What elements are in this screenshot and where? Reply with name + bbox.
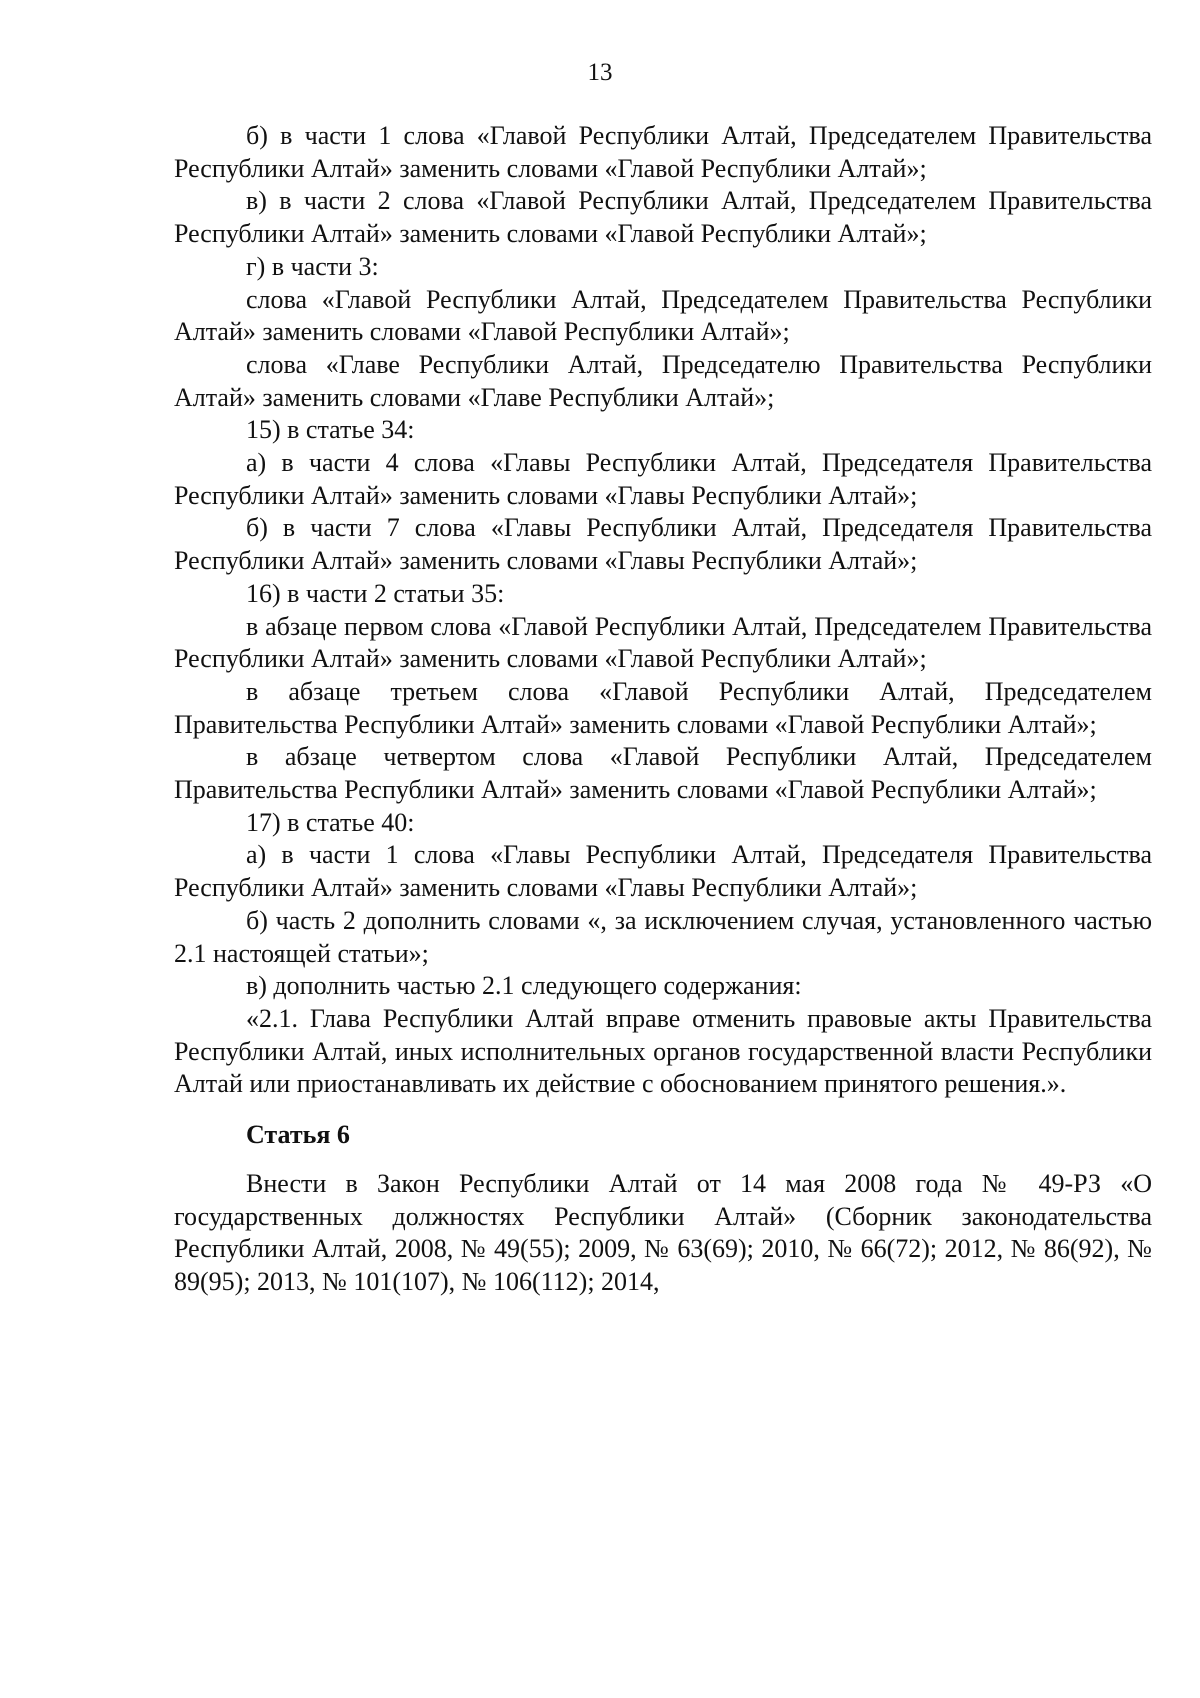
paragraph: в) в части 2 слова «Главой Республики Алтай, Председателем Правительства Республики Алтай» заменить словами «Главой Республики Алтай»;: [174, 186, 1152, 249]
paragraph: 17) в статье 40:: [246, 807, 415, 837]
paragraph: слова «Главе Республики Алтай, Председателю Правительства Республики Алтай» заменить словами «Главе Республики Алтай»;: [174, 349, 1152, 412]
document-body: [174, 120, 1152, 1299]
paragraph: б) в части 7 слова «Главы Республики Алтай, Председателя Правительства Республики Алтай» заменить словами «Главы Республики Алтай»;: [174, 513, 1152, 576]
article-heading: Статья 6: [246, 1120, 350, 1150]
paragraph: а) в части 1 слова «Главы Республики Алтай, Председателя Правительства Республики Алтай» заменить словами «Главы Республики Алтай»;: [174, 840, 1152, 903]
paragraph: в) дополнить частью 2.1 следующего содержания:: [246, 971, 802, 1001]
paragraph: б) часть 2 дополнить словами «, за исключением случая, установленного частью 2.1 настоящей статьи»;: [174, 905, 1152, 968]
paragraph: 16) в части 2 статьи 35:: [246, 578, 505, 608]
paragraph: г) в части 3:: [246, 251, 379, 281]
paragraph: 15) в статье 34:: [246, 415, 415, 445]
paragraph: в абзаце четвертом слова «Главой Республики Алтай, Председателем Правительства Республики Алтай» заменить словами «Главой Республики Алтай»;: [174, 742, 1152, 805]
paragraph: слова «Главой Республики Алтай, Председателем Правительства Республики Алтай» заменить словами «Главой Республики Алтай»;: [174, 284, 1152, 347]
paragraph: а) в части 4 слова «Главы Республики Алтай, Председателя Правительства Республики Алтай» заменить словами «Главы Республики Алтай»;: [174, 448, 1152, 510]
paragraph: «2.1. Глава Республики Алтай вправе отменить правовые акты Правительства Республики Алтай, иных исполнительных органов государственной власти Республики Алтай или приостанавливать их действие с обоснованием принятого решения.».: [174, 1003, 1152, 1099]
paragraph: в абзаце третьем слова «Главой Республики Алтай, Председателем Правительства Республики Алтай» заменить словами «Главой Республики Алтай»;: [174, 676, 1152, 739]
paragraph: в абзаце первом слова «Главой Республики Алтай, Председателем Правительства Республики Алтай» заменить словами «Главой Республики Алтай»;: [174, 611, 1152, 674]
paragraph: б) в части 1 слова «Главой Республики Алтай, Председателем Правительства Республики Алтай» заменить словами «Главой Республики Алтай»;: [174, 121, 1152, 183]
page-number: 13: [587, 59, 613, 86]
article-paragraph: Внести в Закон Республики Алтай от 14 мая 2008 года № 49-РЗ «О государственных должностях Республики Алтай» (Сборник законодательства Республики Алтай, 2008, № 49(55); 2009, № 63(69); 2010, № 66(72); 2012, № 86(92), № 89(95); 2013, № 101(107), № 106(112); 2014,: [174, 1168, 1152, 1296]
